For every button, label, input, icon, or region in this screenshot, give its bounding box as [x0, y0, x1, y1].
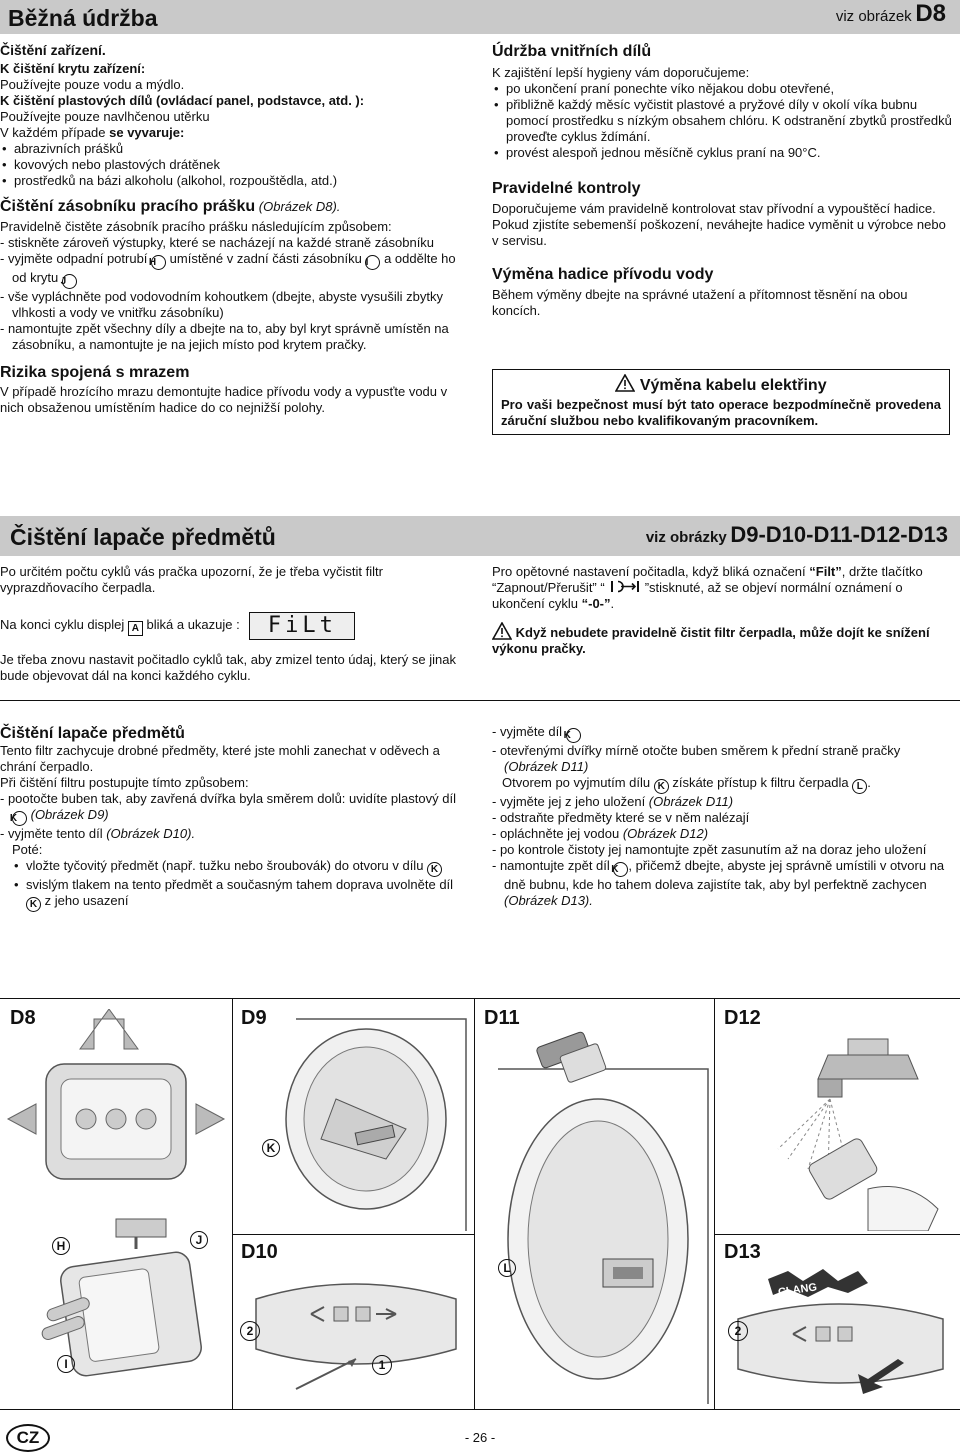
section-title: Čištění zařízení. — [0, 42, 106, 58]
refit-part-illustration — [718, 1269, 958, 1405]
text-span: “-0-” — [581, 596, 611, 611]
list-item — [492, 775, 956, 794]
text-span: ”stisknuté, až se objeví normální oznámení o ukončení cyklu — [492, 580, 903, 611]
marker-2: 2 — [728, 1321, 748, 1341]
figure-ref-prefix: viz obrázky — [645, 529, 727, 546]
list-item — [492, 794, 956, 810]
section-title: Pravidelné kontroly — [492, 180, 641, 197]
sub-list — [0, 858, 468, 912]
trap-clean-right — [492, 724, 956, 909]
section-title: Rizika spojená s mrazem — [0, 364, 190, 381]
text-span: z jeho usazení — [41, 893, 129, 908]
list-item: • provést alespoň jednou měsíčně cyklus praní na 90°C. — [492, 145, 954, 161]
marker-h: H — [52, 1237, 70, 1255]
left-column-top — [0, 42, 470, 416]
text-span: - namontujte zpět díl — [492, 858, 614, 873]
section-title: Čištění lapače předmětů — [0, 725, 185, 742]
text-span: Otvorem po vyjmutím dílu — [502, 775, 654, 790]
divider — [0, 700, 960, 701]
divider — [474, 999, 475, 1409]
divider — [232, 1234, 474, 1235]
list-item: - stiskněte zároveň výstupky, které se nacházejí na každé straně zásobníku — [0, 235, 435, 250]
text-span: (Obrázek D11) — [648, 794, 734, 809]
marker-a: A — [128, 621, 143, 636]
figure-label-d13: D13 — [724, 1241, 761, 1263]
text-span: - vyjměte jej z jeho uložení — [492, 794, 649, 809]
lcd-display — [249, 612, 355, 640]
page-number: - 26 - — [464, 1430, 496, 1445]
list-item — [492, 743, 956, 775]
text-line: Používejte pouze vodu a mýdlo. — [0, 77, 185, 92]
text-span: . — [610, 596, 615, 611]
marker-j: J — [190, 1231, 208, 1249]
paragraph: Během výměny dbejte na správné utažení a přítomnost těsnění na obou koncích. — [492, 287, 908, 318]
step-list — [0, 235, 470, 353]
text-span: , přičemž dbejte, abyste jej správně umístili v otvoru na dně bubnu, kde ho tahem doleva zajistíte tak, aby byl perfektně zachycen — [504, 858, 945, 892]
drum-illustration — [236, 1009, 472, 1231]
marker-k: K — [262, 1139, 280, 1157]
trap-title: Čištění lapače předmětů — [10, 524, 276, 550]
text-line — [0, 125, 470, 141]
trap-figure-reference — [645, 522, 948, 547]
text-span: - otevřenými dvířky mírně otočte buben směrem k přední straně pračky — [492, 743, 901, 758]
filter-access-illustration — [478, 1009, 714, 1404]
marker-k: K — [26, 897, 41, 912]
text-span: “Filt” — [809, 564, 842, 579]
text-span: - opláchněte jej vodou — [492, 826, 623, 841]
marker-j: J — [62, 274, 77, 289]
warning-text: Pro vaši bezpečnost musí být tato operace bezpodmínečně provedena záruční službou nebo kvalifikovaným pracovníkem. — [501, 397, 941, 428]
paragraph: Je třeba znovu nastavit počitadlo cyklů tak, aby zmizel tento údaj, který se jinak bude objevovat dál na konci každého cyklu. — [0, 652, 456, 683]
list-item: • přibližně každý měsíc vyčistit plastové a pryžové díly v okolí víka bubnu pomocí prostředku s nízkým obsahem chlóru. K odstranění zbytků prostředků proveďte cyklus ždímání. — [492, 97, 954, 145]
country-code: CZ — [16, 1428, 40, 1447]
marker-k: K — [613, 862, 628, 877]
list-item — [492, 858, 956, 909]
text-span: svislým tlakem na tento předmět a současným tahem doprava uvolněte díl — [26, 877, 454, 892]
marker-k: K — [654, 779, 669, 794]
text-line: Poté: — [12, 842, 43, 857]
avoid-list — [0, 141, 470, 189]
text-line: Používejte pouze navlhčenou utěrku — [0, 109, 210, 124]
list-item — [0, 826, 468, 842]
marker-l: L — [852, 779, 867, 794]
figures-area — [0, 998, 960, 1410]
step-list — [0, 791, 468, 842]
text-span: (Obrázek D13). — [504, 893, 593, 908]
marker-k: K — [427, 862, 442, 877]
list-item: - po kontrole čistoty jej namontujte zpět zasunutím až na doraz jeho uložení — [492, 842, 927, 857]
figure-label-d9: D9 — [241, 1007, 267, 1029]
paragraph: Doporučujeme vám pravidelně kontrolovat stav přívodní a vypouštěcí hadice. Pokud zjistíte sebemenší poškození, neváhejte hadice vyměnit u výrobce nebo v servisu. — [492, 201, 946, 248]
marker-1: 1 — [372, 1355, 392, 1375]
marker-k: K — [12, 811, 27, 826]
right-column-top — [492, 42, 954, 435]
power-pause-icon — [608, 580, 642, 593]
text-span: získáte přístup k filtru čerpadla — [668, 775, 853, 790]
list-item: • prostředků na bázi alkoholu (alkohol, rozpouštědla, atd.) — [0, 173, 470, 189]
text-line: K čištění plastových dílů (ovládací panel, podstavce, atd. ): — [0, 93, 365, 108]
list-item: - vše vypláchněte pod vodovodním kohoutkem (dbejte, abyste vysušili zbytky vlhkosti a vody ve vnitřku zásobníku) — [0, 289, 443, 320]
text-span: (Obrázek D10). — [106, 826, 196, 841]
list-item — [492, 826, 956, 842]
trap-intro-left — [0, 564, 468, 684]
list-item: • kovových nebo plastových drátěnek — [0, 157, 470, 173]
text-line: K zajištění lepší hygieny vám doporučujeme: — [492, 65, 750, 80]
figure-label-d11: D11 — [484, 1007, 520, 1029]
marker-i: I — [57, 1355, 75, 1373]
text-span: , držte tlačítko “Zapnout/Přerušit” “ — [492, 564, 923, 595]
text-span: Pro opětovné nastavení počitadla, když bliká označení — [492, 564, 810, 579]
list-item — [12, 877, 468, 912]
warning-title — [501, 374, 941, 395]
list-item: • po ukončení praní ponechte víko nějakou dobu otevřené, — [492, 81, 954, 97]
list-item — [0, 791, 468, 826]
text-line: Při čištění filtru postupujte tímto způsobem: — [0, 775, 249, 790]
display-text: FiLt — [267, 612, 337, 638]
divider — [714, 1234, 960, 1235]
marker-i: I — [365, 255, 380, 270]
step-list — [492, 724, 956, 909]
trap-clean-left — [0, 724, 468, 912]
text-span: a oddělte ho od krytu — [12, 251, 456, 285]
list-item — [0, 251, 470, 289]
rinse-filter-illustration — [718, 1009, 958, 1231]
text-line: Pravidelně čistěte zásobník pracího prášku následujícím způsobem: — [0, 219, 392, 234]
page-title: Běžná údržba — [8, 5, 158, 31]
figure-label-d12: D12 — [724, 1007, 761, 1029]
section-title-text: Čištění zásobníku pracího prášku — [0, 198, 256, 215]
list-item — [12, 858, 468, 877]
warning-title-text: Výměna kabelu elektřiny — [639, 377, 827, 394]
text-line: K čištění krytu zařízení: — [0, 61, 146, 76]
figure-reference — [835, 0, 946, 27]
text-span: - vyjměte díl — [492, 724, 566, 739]
warning-icon — [492, 622, 512, 640]
text-span: V každém případe — [0, 125, 110, 140]
divider — [714, 999, 715, 1409]
hygiene-list — [492, 81, 954, 161]
filter-warning — [492, 622, 954, 657]
text-span: - pootočte buben tak, aby zavřená dvířka byla směrem dolů: uvidíte plastový díl — [0, 791, 456, 806]
list-item — [492, 724, 956, 743]
text-span: - vyjměte tento díl — [0, 826, 107, 841]
figure-label-d8: D8 — [10, 1007, 36, 1029]
text-span: . — [867, 775, 871, 790]
display-line — [0, 610, 468, 640]
list-item: - odstraňte předměty které se v něm nalézají — [492, 810, 750, 825]
figure-ref-code: D9-D10-D11-D12-D13 — [730, 522, 948, 547]
section-title: Údržba vnitřních dílů — [492, 43, 652, 60]
trap-intro-right — [492, 564, 954, 657]
paragraph: V případě hrozícího mrazu demontujte hadice přívodu vody a vypusťte vodu v nich obsaženou umístěním hadice do co nejnižší polohy. — [0, 384, 448, 415]
figure-ref-prefix: viz obrázek — [835, 8, 912, 25]
marker-k: K — [566, 728, 581, 743]
marker-2: 2 — [240, 1321, 260, 1341]
paragraph: Po určitém počtu cyklů vás pračka upozorní, že je třeba vyčistit filtr vyprazdňovacího čerpadla. — [0, 564, 383, 595]
clang-label: CLANG — [777, 1281, 818, 1299]
text-span: bliká a ukazuje : — [142, 617, 240, 632]
list-item: - namontujte zpět všechny díly a dbejte na to, aby byl kryt správně umístěn na zásobníku, a namontujte je na jejich místo pod krytem pračky. — [0, 321, 449, 352]
paragraph — [492, 564, 954, 612]
section-title: Výměna hadice přívodu vody — [492, 266, 714, 283]
text-span: se vyvaruje: — [109, 125, 185, 140]
drum-panel-illustration — [236, 1269, 472, 1405]
text-span: umístěné v zadní části zásobníku — [166, 251, 366, 266]
warning-text: Když nebudete pravidelně čistit filtr čerpadla, může dojít ke snížení výkonu pračky. — [492, 625, 930, 656]
text-span: vložte tyčovitý předmět (např. tužku nebo šroubovák) do otvoru v dílu — [26, 858, 428, 873]
text-span: Na konci cyklu displej — [0, 617, 128, 632]
figure-ref-code: D8 — [915, 0, 946, 27]
warning-icon — [615, 374, 635, 392]
text-span: - vyjměte odpadní potrubí — [0, 251, 152, 266]
text-span: (Obrázek D12) — [622, 826, 709, 841]
list-item: • abrazivních prášků — [0, 141, 470, 157]
text-span: (Obrázek D9) — [27, 807, 109, 822]
paragraph: Tento filtr zachycuje drobné předměty, které jste mohli zanechat v oděvech a chrání čerpadlo. — [0, 743, 440, 774]
marker-h: H — [151, 255, 166, 270]
dispenser-illustration — [6, 1009, 226, 1404]
text-span: (Obrázek D11) — [504, 759, 589, 774]
figure-label-d10: D10 — [241, 1241, 278, 1263]
cable-warning-box — [492, 369, 950, 435]
divider — [232, 999, 233, 1409]
section-title-ref: (Obrázek D8). — [255, 199, 341, 214]
section-title — [0, 197, 470, 216]
marker-l: L — [498, 1259, 516, 1277]
